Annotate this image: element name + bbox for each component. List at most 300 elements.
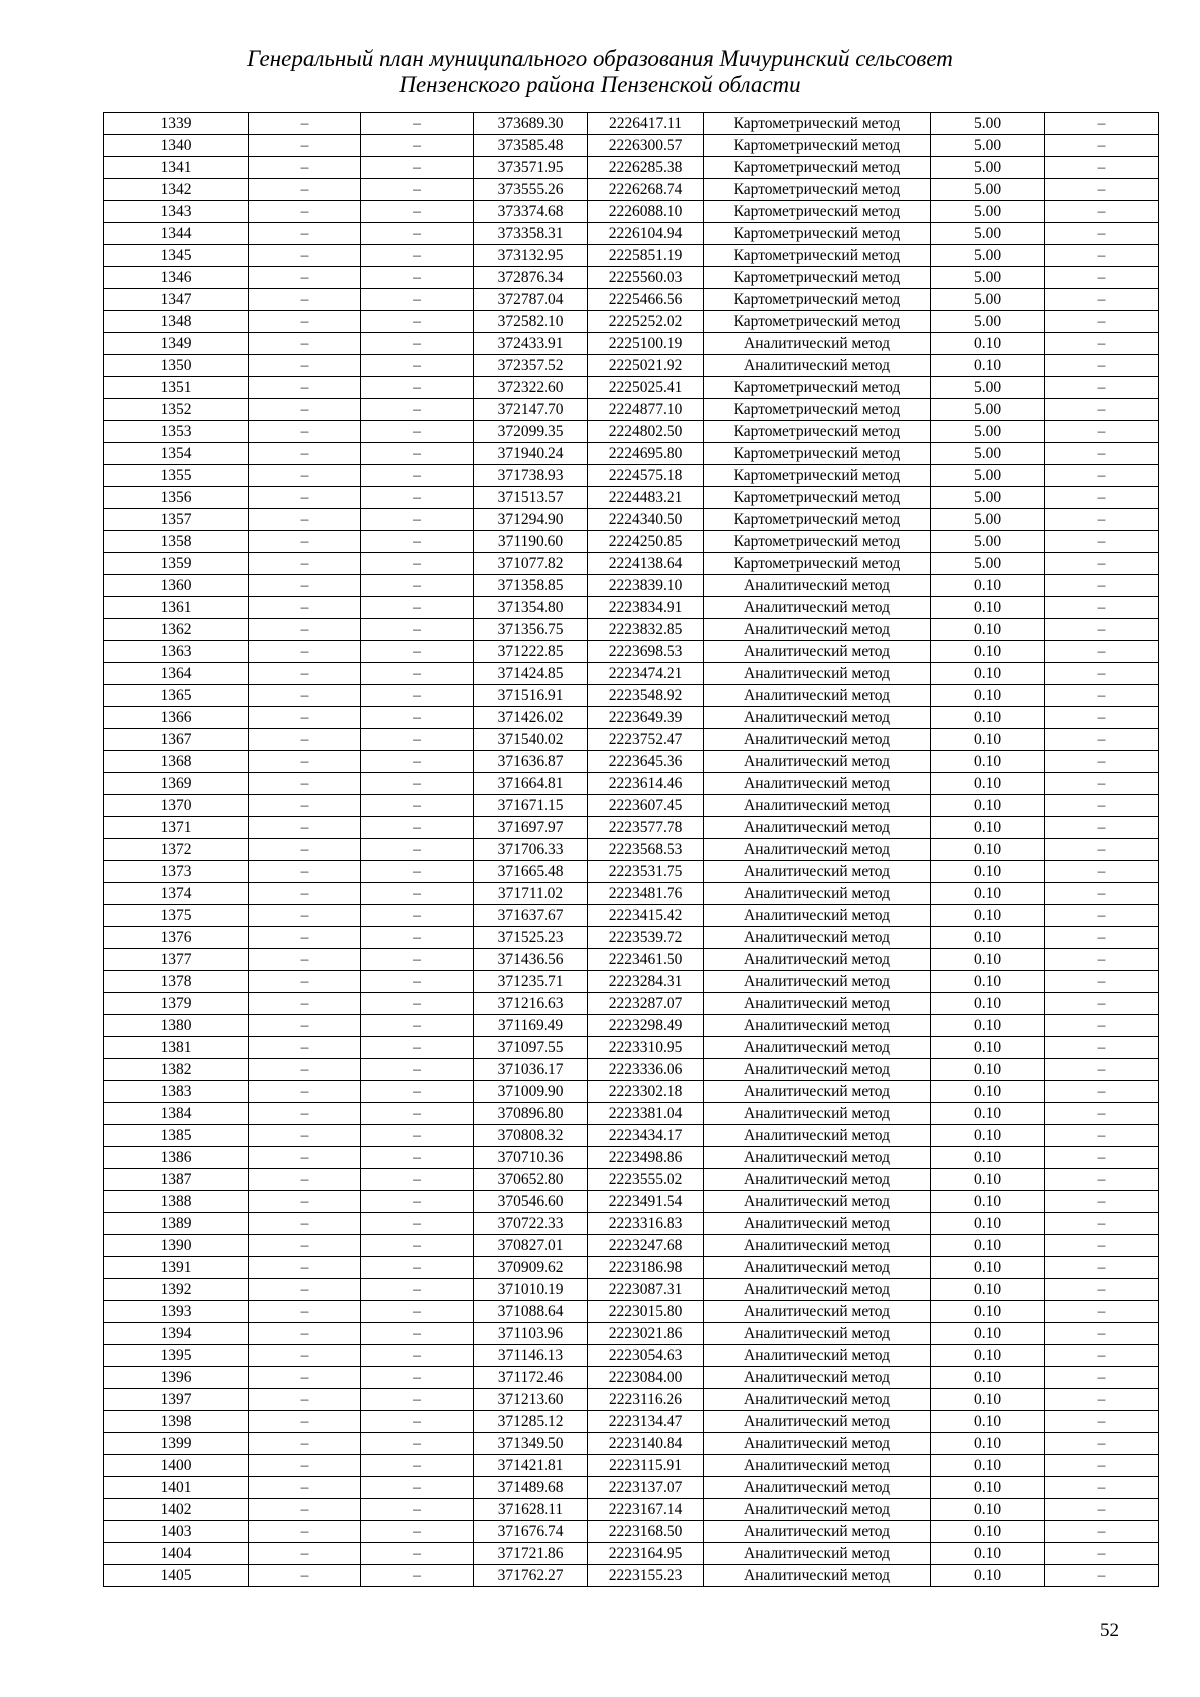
table-row (104, 267, 1159, 289)
x-coordinate-cell: 372357.52 (474, 355, 588, 377)
x-coordinate-cell: 371009.90 (474, 1081, 588, 1103)
old-y-cell: – (361, 355, 474, 377)
old-x-cell: – (249, 949, 361, 971)
old-x-cell: – (249, 399, 361, 421)
old-x-cell: – (249, 795, 361, 817)
method-cell: Картометрический метод (704, 113, 931, 135)
point-number-cell: 1382 (104, 1059, 249, 1081)
old-x-cell: – (249, 487, 361, 509)
accuracy-cell: 0.10 (931, 861, 1045, 883)
table-row (104, 1455, 1159, 1477)
x-coordinate-cell: 371525.23 (474, 927, 588, 949)
point-number-cell: 1401 (104, 1477, 249, 1499)
method-cell: Аналитический метод (704, 1455, 931, 1477)
description-cell: – (1045, 971, 1159, 993)
old-y-cell: – (361, 1147, 474, 1169)
description-cell: – (1045, 1279, 1159, 1301)
accuracy-cell: 5.00 (931, 267, 1045, 289)
method-cell: Аналитический метод (704, 751, 931, 773)
description-cell: – (1045, 1301, 1159, 1323)
old-y-cell: – (361, 1257, 474, 1279)
old-y-cell: – (361, 289, 474, 311)
x-coordinate-cell: 371637.67 (474, 905, 588, 927)
y-coordinate-cell: 2223645.36 (588, 751, 704, 773)
description-cell: – (1045, 641, 1159, 663)
x-coordinate-cell: 371356.75 (474, 619, 588, 641)
old-x-cell: – (249, 267, 361, 289)
table-row (104, 487, 1159, 509)
x-coordinate-cell: 371940.24 (474, 443, 588, 465)
old-x-cell: – (249, 465, 361, 487)
method-cell: Аналитический метод (704, 1037, 931, 1059)
accuracy-cell: 0.10 (931, 1367, 1045, 1389)
accuracy-cell: 5.00 (931, 421, 1045, 443)
point-number-cell: 1394 (104, 1323, 249, 1345)
x-coordinate-cell: 371676.74 (474, 1521, 588, 1543)
table-row (104, 333, 1159, 355)
y-coordinate-cell: 2223415.42 (588, 905, 704, 927)
y-coordinate-cell: 2223167.14 (588, 1499, 704, 1521)
description-cell: – (1045, 685, 1159, 707)
table-row (104, 1257, 1159, 1279)
table-row (104, 1477, 1159, 1499)
old-x-cell: – (249, 641, 361, 663)
old-y-cell: – (361, 729, 474, 751)
point-number-cell: 1347 (104, 289, 249, 311)
method-cell: Картометрический метод (704, 201, 931, 223)
table-row (104, 795, 1159, 817)
y-coordinate-cell: 2223834.91 (588, 597, 704, 619)
table-row (104, 1411, 1159, 1433)
x-coordinate-cell: 371513.57 (474, 487, 588, 509)
point-number-cell: 1365 (104, 685, 249, 707)
old-x-cell: – (249, 597, 361, 619)
accuracy-cell: 5.00 (931, 135, 1045, 157)
header-title-line-2: Пензенского района Пензенской области (399, 72, 801, 97)
old-y-cell: – (361, 861, 474, 883)
old-x-cell: – (249, 311, 361, 333)
old-y-cell: – (361, 1455, 474, 1477)
x-coordinate-cell: 371088.64 (474, 1301, 588, 1323)
method-cell: Картометрический метод (704, 509, 931, 531)
method-cell: Картометрический метод (704, 553, 931, 575)
x-coordinate-cell: 371711.02 (474, 883, 588, 905)
y-coordinate-cell: 2223607.45 (588, 795, 704, 817)
old-x-cell: – (249, 905, 361, 927)
x-coordinate-cell: 371077.82 (474, 553, 588, 575)
coordinates-table (103, 112, 1159, 1587)
point-number-cell: 1369 (104, 773, 249, 795)
x-coordinate-cell: 371294.90 (474, 509, 588, 531)
table-row (104, 1279, 1159, 1301)
description-cell: – (1045, 751, 1159, 773)
accuracy-cell: 0.10 (931, 575, 1045, 597)
y-coordinate-cell: 2223134.47 (588, 1411, 704, 1433)
table-row (104, 971, 1159, 993)
old-x-cell: – (249, 1411, 361, 1433)
old-x-cell: – (249, 1345, 361, 1367)
old-x-cell: – (249, 443, 361, 465)
y-coordinate-cell: 2224340.50 (588, 509, 704, 531)
old-y-cell: – (361, 223, 474, 245)
method-cell: Аналитический метод (704, 927, 931, 949)
x-coordinate-cell: 371222.85 (474, 641, 588, 663)
method-cell: Картометрический метод (704, 487, 931, 509)
accuracy-cell: 0.10 (931, 1323, 1045, 1345)
old-y-cell: – (361, 663, 474, 685)
method-cell: Аналитический метод (704, 1345, 931, 1367)
accuracy-cell: 0.10 (931, 1169, 1045, 1191)
method-cell: Картометрический метод (704, 531, 931, 553)
accuracy-cell: 0.10 (931, 1499, 1045, 1521)
y-coordinate-cell: 2223568.53 (588, 839, 704, 861)
old-x-cell: – (249, 1477, 361, 1499)
document-header (0, 46, 1200, 98)
table-row (104, 1191, 1159, 1213)
description-cell: – (1045, 553, 1159, 575)
description-cell: – (1045, 729, 1159, 751)
point-number-cell: 1393 (104, 1301, 249, 1323)
point-number-cell: 1346 (104, 267, 249, 289)
description-cell: – (1045, 619, 1159, 641)
y-coordinate-cell: 2223649.39 (588, 707, 704, 729)
point-number-cell: 1361 (104, 597, 249, 619)
y-coordinate-cell: 2223491.54 (588, 1191, 704, 1213)
method-cell: Аналитический метод (704, 333, 931, 355)
method-cell: Аналитический метод (704, 1169, 931, 1191)
method-cell: Аналитический метод (704, 949, 931, 971)
y-coordinate-cell: 2223084.00 (588, 1367, 704, 1389)
y-coordinate-cell: 2223839.10 (588, 575, 704, 597)
old-y-cell: – (361, 1433, 474, 1455)
old-y-cell: – (361, 575, 474, 597)
accuracy-cell: 0.10 (931, 333, 1045, 355)
x-coordinate-cell: 372582.10 (474, 311, 588, 333)
table-row (104, 1345, 1159, 1367)
x-coordinate-cell: 371103.96 (474, 1323, 588, 1345)
x-coordinate-cell: 370896.80 (474, 1103, 588, 1125)
y-coordinate-cell: 2226285.38 (588, 157, 704, 179)
old-x-cell: – (249, 1521, 361, 1543)
x-coordinate-cell: 373358.31 (474, 223, 588, 245)
accuracy-cell: 0.10 (931, 1191, 1045, 1213)
description-cell: – (1045, 267, 1159, 289)
table-row (104, 1103, 1159, 1125)
accuracy-cell: 0.10 (931, 993, 1045, 1015)
table-row (104, 861, 1159, 883)
description-cell: – (1045, 1477, 1159, 1499)
y-coordinate-cell: 2224695.80 (588, 443, 704, 465)
old-x-cell: – (249, 619, 361, 641)
method-cell: Аналитический метод (704, 1279, 931, 1301)
x-coordinate-cell: 373585.48 (474, 135, 588, 157)
y-coordinate-cell: 2223832.85 (588, 619, 704, 641)
old-x-cell: – (249, 685, 361, 707)
accuracy-cell: 0.10 (931, 1279, 1045, 1301)
description-cell: – (1045, 223, 1159, 245)
y-coordinate-cell: 2223116.26 (588, 1389, 704, 1411)
description-cell: – (1045, 245, 1159, 267)
y-coordinate-cell: 2226104.94 (588, 223, 704, 245)
accuracy-cell: 0.10 (931, 927, 1045, 949)
old-y-cell: – (361, 817, 474, 839)
description-cell: – (1045, 1455, 1159, 1477)
table-row (104, 201, 1159, 223)
old-x-cell: – (249, 1147, 361, 1169)
old-y-cell: – (361, 949, 474, 971)
table-row (104, 1235, 1159, 1257)
method-cell: Аналитический метод (704, 641, 931, 663)
description-cell: – (1045, 1081, 1159, 1103)
description-cell: – (1045, 201, 1159, 223)
old-x-cell: – (249, 1279, 361, 1301)
old-y-cell: – (361, 1169, 474, 1191)
accuracy-cell: 5.00 (931, 245, 1045, 267)
point-number-cell: 1384 (104, 1103, 249, 1125)
table-row (104, 1389, 1159, 1411)
old-x-cell: – (249, 1103, 361, 1125)
y-coordinate-cell: 2223310.95 (588, 1037, 704, 1059)
table-row (104, 883, 1159, 905)
method-cell: Картометрический метод (704, 289, 931, 311)
point-number-cell: 1404 (104, 1543, 249, 1565)
description-cell: – (1045, 905, 1159, 927)
old-x-cell: – (249, 531, 361, 553)
y-coordinate-cell: 2225560.03 (588, 267, 704, 289)
table-row (104, 685, 1159, 707)
old-y-cell: – (361, 179, 474, 201)
y-coordinate-cell: 2224138.64 (588, 553, 704, 575)
accuracy-cell: 5.00 (931, 509, 1045, 531)
x-coordinate-cell: 371540.02 (474, 729, 588, 751)
method-cell: Картометрический метод (704, 179, 931, 201)
accuracy-cell: 0.10 (931, 1543, 1045, 1565)
description-cell: – (1045, 663, 1159, 685)
x-coordinate-cell: 372433.91 (474, 333, 588, 355)
accuracy-cell: 5.00 (931, 179, 1045, 201)
table-row (104, 949, 1159, 971)
method-cell: Картометрический метод (704, 245, 931, 267)
accuracy-cell: 0.10 (931, 1037, 1045, 1059)
old-x-cell: – (249, 1169, 361, 1191)
accuracy-cell: 0.10 (931, 685, 1045, 707)
coordinates-table-body (104, 113, 1159, 1587)
old-y-cell: – (361, 1543, 474, 1565)
table-row (104, 663, 1159, 685)
old-y-cell: – (361, 421, 474, 443)
old-y-cell: – (361, 333, 474, 355)
method-cell: Аналитический метод (704, 1147, 931, 1169)
method-cell: Аналитический метод (704, 1257, 931, 1279)
table-row (104, 421, 1159, 443)
old-y-cell: – (361, 201, 474, 223)
table-row (104, 135, 1159, 157)
old-x-cell: – (249, 135, 361, 157)
table-row (104, 1499, 1159, 1521)
method-cell: Аналитический метод (704, 993, 931, 1015)
table-row (104, 1015, 1159, 1037)
accuracy-cell: 0.10 (931, 1521, 1045, 1543)
old-y-cell: – (361, 1389, 474, 1411)
description-cell: – (1045, 465, 1159, 487)
method-cell: Аналитический метод (704, 1521, 931, 1543)
x-coordinate-cell: 371436.56 (474, 949, 588, 971)
description-cell: – (1045, 135, 1159, 157)
table-row (104, 157, 1159, 179)
old-y-cell: – (361, 553, 474, 575)
point-number-cell: 1396 (104, 1367, 249, 1389)
point-number-cell: 1399 (104, 1433, 249, 1455)
x-coordinate-cell: 371358.85 (474, 575, 588, 597)
y-coordinate-cell: 2223316.83 (588, 1213, 704, 1235)
y-coordinate-cell: 2223434.17 (588, 1125, 704, 1147)
description-cell: – (1045, 531, 1159, 553)
description-cell: – (1045, 1323, 1159, 1345)
point-number-cell: 1377 (104, 949, 249, 971)
table-row (104, 619, 1159, 641)
x-coordinate-cell: 370652.80 (474, 1169, 588, 1191)
x-coordinate-cell: 372099.35 (474, 421, 588, 443)
x-coordinate-cell: 370909.62 (474, 1257, 588, 1279)
old-y-cell: – (361, 1323, 474, 1345)
method-cell: Аналитический метод (704, 1389, 931, 1411)
point-number-cell: 1353 (104, 421, 249, 443)
method-cell: Аналитический метод (704, 619, 931, 641)
y-coordinate-cell: 2223461.50 (588, 949, 704, 971)
x-coordinate-cell: 371424.85 (474, 663, 588, 685)
old-y-cell: – (361, 707, 474, 729)
table-row (104, 707, 1159, 729)
x-coordinate-cell: 370808.32 (474, 1125, 588, 1147)
y-coordinate-cell: 2224483.21 (588, 487, 704, 509)
point-number-cell: 1374 (104, 883, 249, 905)
description-cell: – (1045, 311, 1159, 333)
x-coordinate-cell: 371354.80 (474, 597, 588, 619)
method-cell: Аналитический метод (704, 1323, 931, 1345)
old-y-cell: – (361, 1279, 474, 1301)
old-x-cell: – (249, 1565, 361, 1587)
old-x-cell: – (249, 1323, 361, 1345)
x-coordinate-cell: 371636.87 (474, 751, 588, 773)
method-cell: Картометрический метод (704, 135, 931, 157)
old-y-cell: – (361, 245, 474, 267)
method-cell: Аналитический метод (704, 1015, 931, 1037)
point-number-cell: 1389 (104, 1213, 249, 1235)
old-y-cell: – (361, 1059, 474, 1081)
x-coordinate-cell: 370827.01 (474, 1235, 588, 1257)
point-number-cell: 1391 (104, 1257, 249, 1279)
old-x-cell: – (249, 993, 361, 1015)
description-cell: – (1045, 1169, 1159, 1191)
old-y-cell: – (361, 883, 474, 905)
accuracy-cell: 0.10 (931, 1147, 1045, 1169)
y-coordinate-cell: 2223287.07 (588, 993, 704, 1015)
old-y-cell: – (361, 1521, 474, 1543)
x-coordinate-cell: 373689.30 (474, 113, 588, 135)
method-cell: Аналитический метод (704, 773, 931, 795)
point-number-cell: 1397 (104, 1389, 249, 1411)
y-coordinate-cell: 2224802.50 (588, 421, 704, 443)
old-x-cell: – (249, 1367, 361, 1389)
method-cell: Аналитический метод (704, 1477, 931, 1499)
method-cell: Аналитический метод (704, 861, 931, 883)
x-coordinate-cell: 372876.34 (474, 267, 588, 289)
method-cell: Аналитический метод (704, 1367, 931, 1389)
old-y-cell: – (361, 1103, 474, 1125)
old-y-cell: – (361, 993, 474, 1015)
table-row (104, 311, 1159, 333)
old-x-cell: – (249, 927, 361, 949)
description-cell: – (1045, 1389, 1159, 1411)
old-x-cell: – (249, 1235, 361, 1257)
point-number-cell: 1390 (104, 1235, 249, 1257)
point-number-cell: 1366 (104, 707, 249, 729)
table-row (104, 1433, 1159, 1455)
method-cell: Аналитический метод (704, 355, 931, 377)
description-cell: – (1045, 333, 1159, 355)
method-cell: Картометрический метод (704, 465, 931, 487)
x-coordinate-cell: 371216.63 (474, 993, 588, 1015)
accuracy-cell: 0.10 (931, 1257, 1045, 1279)
y-coordinate-cell: 2223186.98 (588, 1257, 704, 1279)
description-cell: – (1045, 1213, 1159, 1235)
method-cell: Аналитический метод (704, 1081, 931, 1103)
old-x-cell: – (249, 1125, 361, 1147)
table-row (104, 509, 1159, 531)
point-number-cell: 1371 (104, 817, 249, 839)
description-cell: – (1045, 1015, 1159, 1037)
old-y-cell: – (361, 1367, 474, 1389)
old-x-cell: – (249, 1499, 361, 1521)
description-cell: – (1045, 487, 1159, 509)
point-number-cell: 1339 (104, 113, 249, 135)
y-coordinate-cell: 2223539.72 (588, 927, 704, 949)
old-y-cell: – (361, 135, 474, 157)
table-row (104, 1147, 1159, 1169)
point-number-cell: 1370 (104, 795, 249, 817)
accuracy-cell: 0.10 (931, 1235, 1045, 1257)
table-row (104, 1213, 1159, 1235)
point-number-cell: 1395 (104, 1345, 249, 1367)
x-coordinate-cell: 371421.81 (474, 1455, 588, 1477)
y-coordinate-cell: 2225851.19 (588, 245, 704, 267)
x-coordinate-cell: 371097.55 (474, 1037, 588, 1059)
method-cell: Аналитический метод (704, 729, 931, 751)
point-number-cell: 1403 (104, 1521, 249, 1543)
accuracy-cell: 5.00 (931, 311, 1045, 333)
description-cell: – (1045, 1147, 1159, 1169)
description-cell: – (1045, 377, 1159, 399)
table-row (104, 1037, 1159, 1059)
old-x-cell: – (249, 1191, 361, 1213)
old-x-cell: – (249, 1059, 361, 1081)
old-x-cell: – (249, 773, 361, 795)
x-coordinate-cell: 371036.17 (474, 1059, 588, 1081)
y-coordinate-cell: 2223302.18 (588, 1081, 704, 1103)
description-cell: – (1045, 1103, 1159, 1125)
x-coordinate-cell: 373571.95 (474, 157, 588, 179)
point-number-cell: 1358 (104, 531, 249, 553)
method-cell: Картометрический метод (704, 443, 931, 465)
old-x-cell: – (249, 861, 361, 883)
old-x-cell: – (249, 355, 361, 377)
y-coordinate-cell: 2223614.46 (588, 773, 704, 795)
old-x-cell: – (249, 223, 361, 245)
point-number-cell: 1355 (104, 465, 249, 487)
old-x-cell: – (249, 421, 361, 443)
y-coordinate-cell: 2223155.23 (588, 1565, 704, 1587)
point-number-cell: 1383 (104, 1081, 249, 1103)
